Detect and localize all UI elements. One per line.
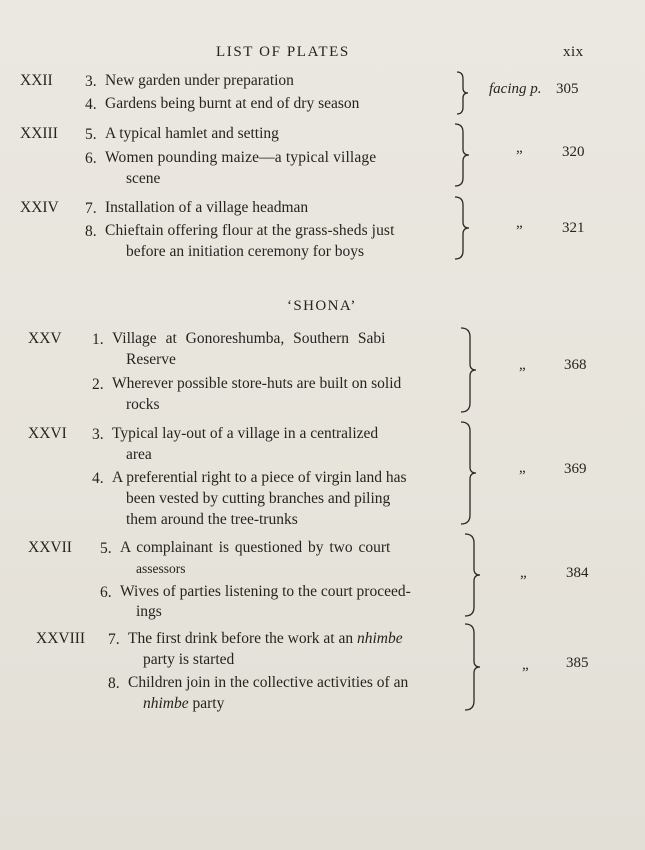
item-number: 4.	[92, 470, 104, 487]
item-number: 3.	[85, 73, 97, 90]
item-caption-continued: before an initiation ceremony for boys	[126, 243, 365, 260]
item-caption	[128, 631, 403, 647]
page-ref: 305	[556, 81, 579, 97]
item-caption: Gardens being burnt at end of dry season	[105, 95, 360, 112]
page-numeral: xix	[563, 44, 584, 60]
ditto-mark: ”	[519, 365, 526, 381]
item-caption-continued: Reserve	[126, 351, 176, 368]
ditto-mark: ”	[520, 573, 527, 589]
item-caption: Women pounding maize—a typical village	[105, 149, 377, 166]
item-caption: Installation of a village headman	[105, 199, 309, 216]
brace-icon	[452, 195, 474, 261]
ditto-mark: ”	[516, 223, 523, 239]
brace-icon	[462, 532, 484, 618]
item-number: 7.	[85, 200, 97, 217]
plate-numeral: XXIV	[20, 199, 59, 216]
item-caption-continued: party is started	[143, 651, 235, 668]
caption-text: The first drink before the work at an	[128, 630, 357, 647]
item-number: 4.	[85, 96, 97, 113]
brace-icon	[454, 70, 472, 116]
ditto-mark: ”	[519, 468, 526, 484]
item-number: 1.	[92, 331, 104, 348]
item-caption: A complainant is questioned by two court	[120, 539, 391, 556]
item-number: 8.	[108, 675, 120, 692]
page-ref: 385	[566, 655, 589, 671]
item-caption-continued: them around the tree-trunks	[126, 511, 298, 528]
item-number: 2.	[92, 376, 104, 393]
item-caption: Typical lay-out of a village in a centralized	[112, 425, 379, 442]
brace-icon	[462, 622, 484, 712]
item-caption: Village at Gonoreshumba, Southern Sabi	[112, 330, 386, 347]
brace-icon	[458, 326, 480, 414]
brace-icon	[452, 122, 474, 188]
plate-numeral: XXIII	[20, 125, 58, 142]
page-ref: 320	[562, 144, 585, 160]
item-number: 6.	[100, 584, 112, 601]
item-caption-continued: scene	[126, 170, 161, 187]
ditto-mark: ”	[516, 148, 523, 164]
item-number: 5.	[85, 126, 97, 143]
item-caption: Wherever possible store-huts are built on solid	[112, 375, 402, 392]
plate-numeral: XXII	[20, 72, 53, 89]
page-ref: 368	[564, 357, 587, 373]
plate-numeral: XXVIII	[36, 630, 86, 647]
caption-text: party	[188, 695, 225, 712]
item-caption: Children join in the collective activities of an	[128, 674, 409, 691]
section-heading: ‘SHONA’	[287, 298, 357, 314]
item-caption-continued: area	[126, 446, 152, 463]
item-number: 8.	[85, 223, 97, 240]
item-caption-continued: been vested by cutting branches and piling	[126, 490, 391, 507]
item-caption: Chieftain offering flour at the grass-sheds just	[105, 222, 395, 239]
item-caption-continued	[143, 696, 224, 712]
item-caption: Wives of parties listening to the court proceed-	[120, 583, 411, 600]
page-ref: 369	[564, 461, 587, 477]
item-caption-continued: ings	[136, 603, 162, 620]
item-number: 7.	[108, 631, 120, 648]
item-caption: New garden under preparation	[105, 72, 294, 89]
item-caption: A preferential right to a piece of virgin land has	[112, 469, 407, 486]
brace-icon	[458, 420, 480, 526]
page-ref: 384	[566, 565, 589, 581]
ditto-mark: ”	[522, 665, 529, 681]
nhimbe-term: nhimbe	[143, 695, 189, 712]
plate-numeral: XXV	[28, 330, 62, 347]
page-title: LIST OF PLATES	[216, 44, 350, 60]
item-caption-continued: rocks	[126, 396, 160, 413]
page-ref: 321	[562, 220, 585, 236]
item-caption: A typical hamlet and setting	[105, 125, 279, 142]
facing-page-prefix: facing p.	[489, 81, 542, 97]
item-number: 6.	[85, 150, 97, 167]
item-number: 5.	[100, 540, 112, 557]
item-caption-continued: assessors	[136, 561, 186, 576]
nhimbe-term: nhimbe	[356, 630, 403, 647]
plate-numeral: XXVII	[28, 539, 72, 556]
plate-numeral: XXVI	[28, 425, 67, 442]
item-number: 3.	[92, 426, 104, 443]
